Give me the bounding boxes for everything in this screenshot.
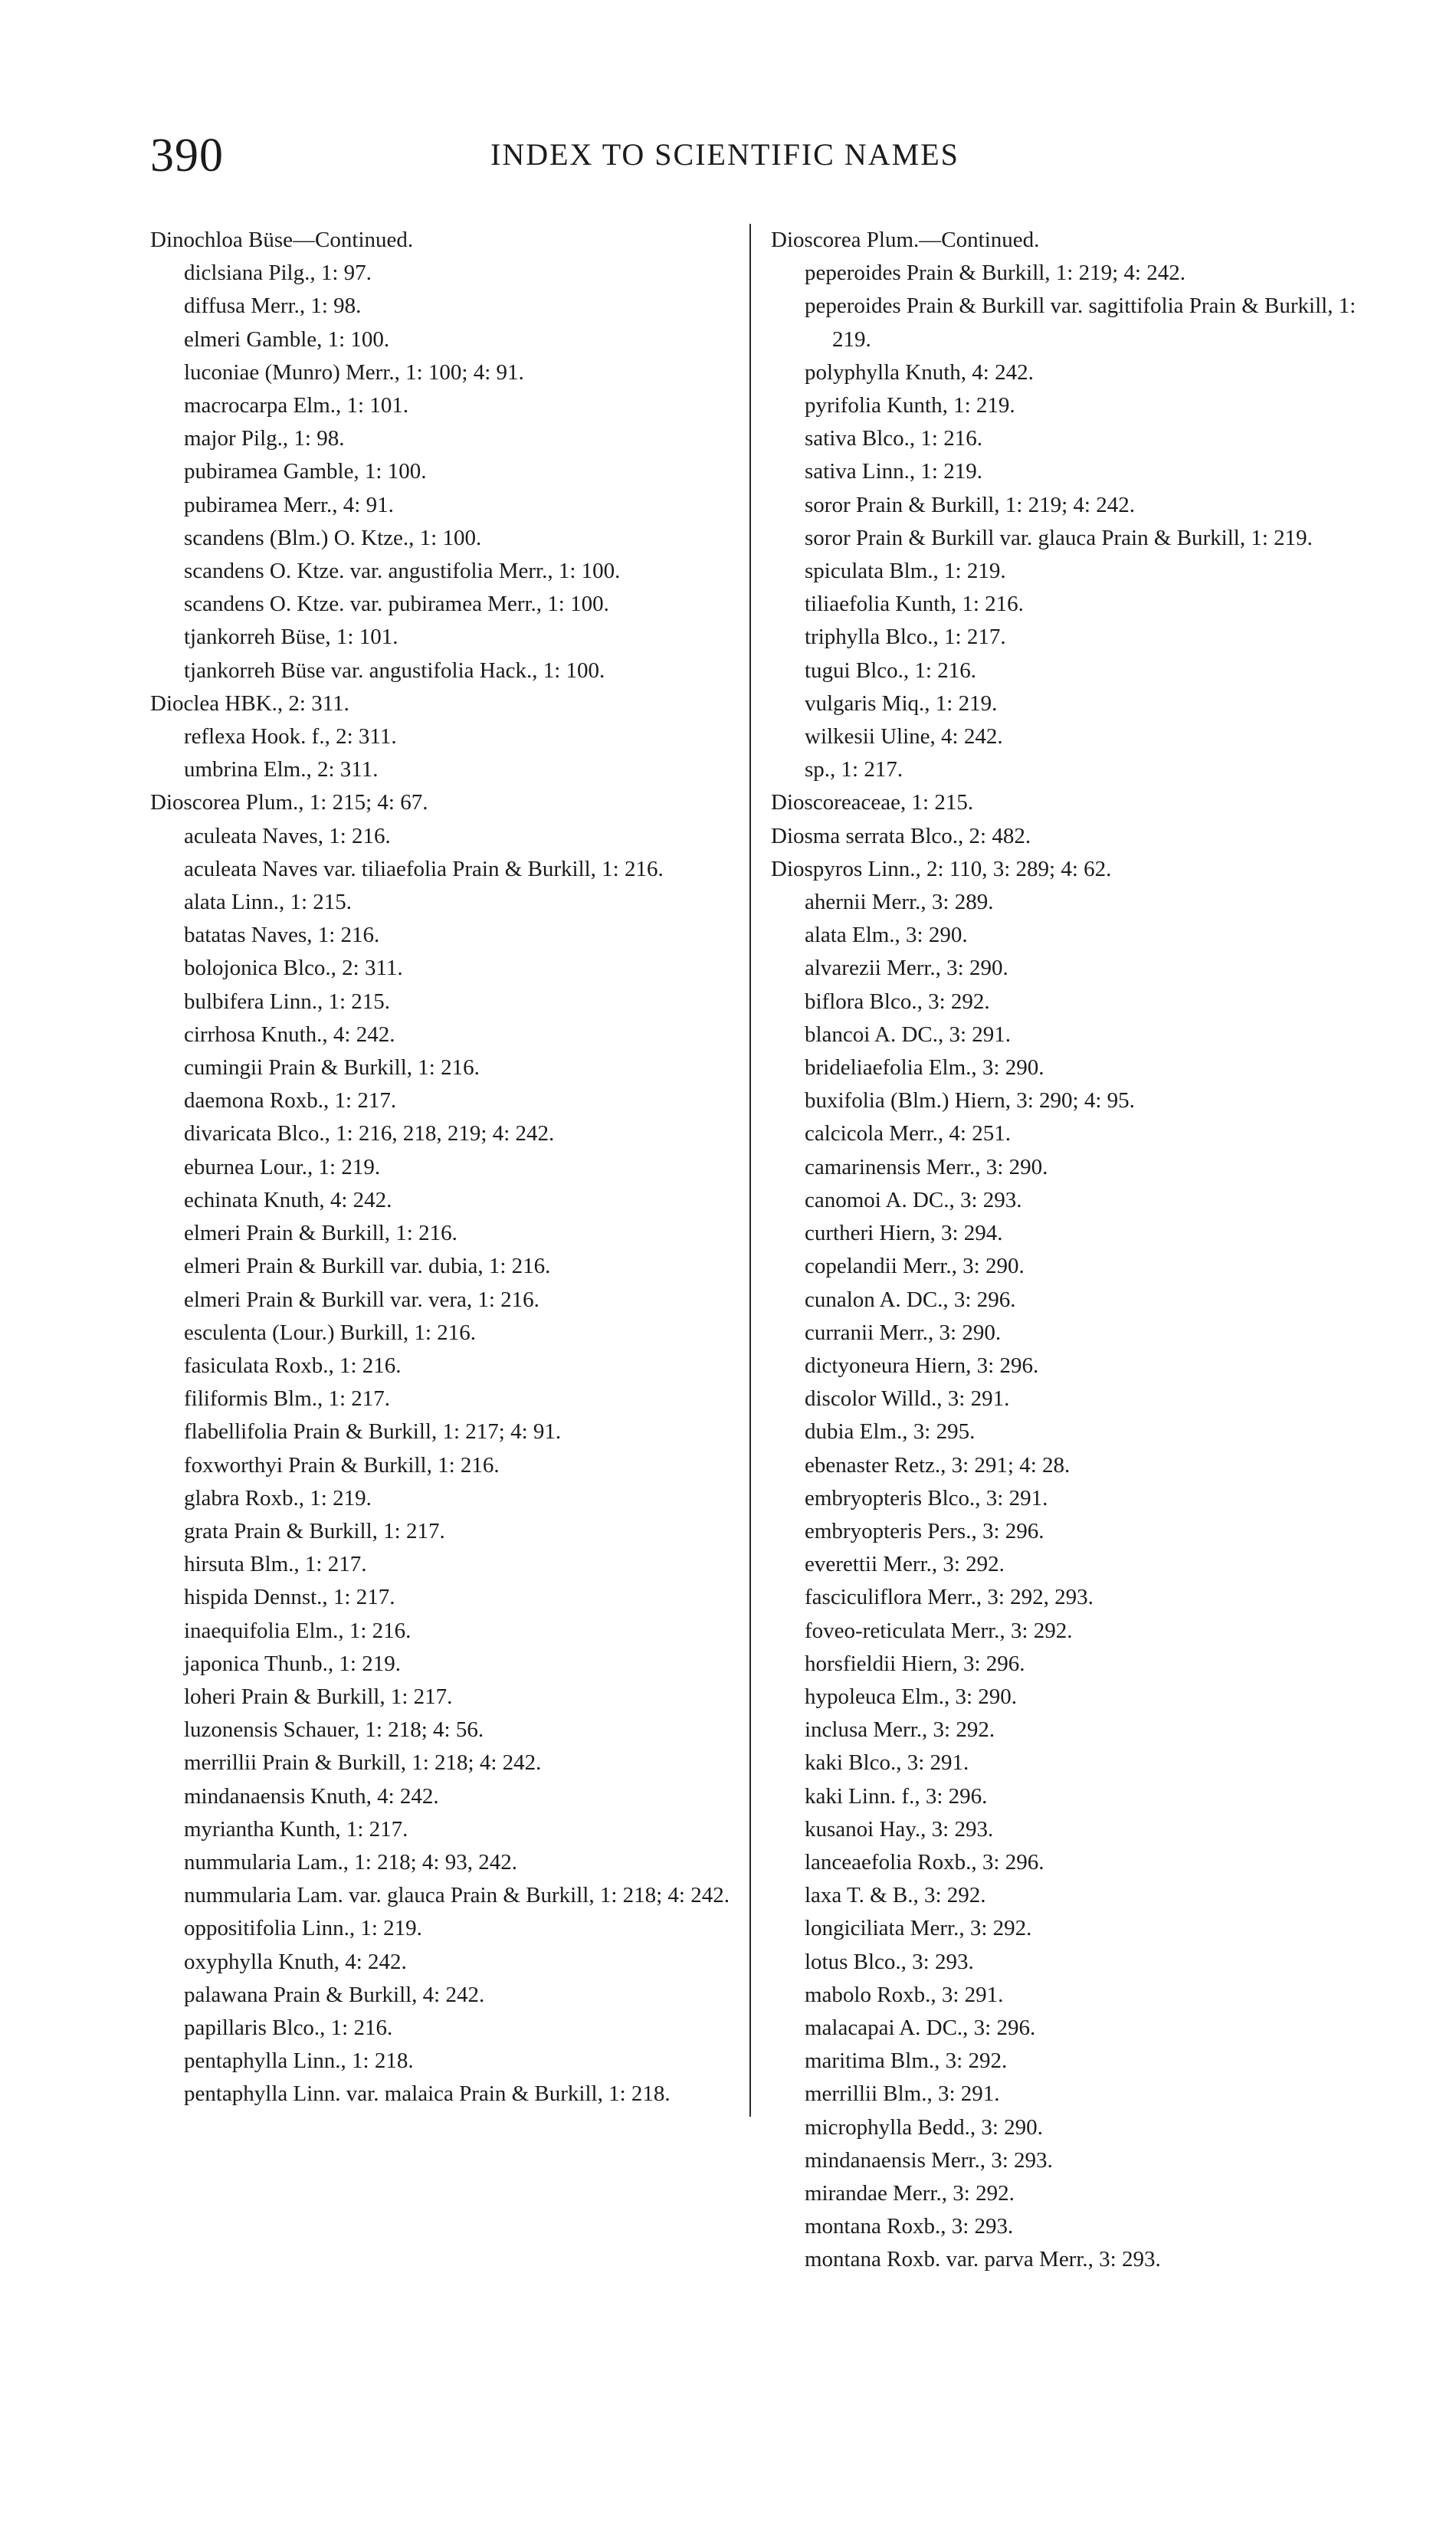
index-entry: alata Linn., 1: 215. bbox=[184, 890, 353, 915]
index-entry: cirrhosa Knuth., 4: 242. bbox=[184, 1022, 395, 1047]
index-entry: cumingii Prain & Burkill, 1: 216. bbox=[184, 1055, 480, 1081]
index-entry: diclsiana Pilg., 1: 97. bbox=[184, 261, 372, 286]
index-entry: copelandii Merr., 3: 290. bbox=[805, 1254, 1025, 1279]
index-entry: luzonensis Schauer, 1: 218; 4: 56. bbox=[184, 1717, 484, 1743]
index-entry: soror Prain & Burkill var. glauca Prain & Burkill, 1: 219. bbox=[805, 525, 1313, 550]
index-entry: spiculata Blm., 1: 219. bbox=[805, 559, 1006, 584]
index-entry: kusanoi Hay., 3: 293. bbox=[805, 1816, 994, 1842]
index-entry: ebenaster Retz., 3: 291; 4: 28. bbox=[805, 1452, 1071, 1478]
index-entry: oppositifolia Linn., 1: 219. bbox=[184, 1916, 422, 1941]
index-entry: camarinensis Merr., 3: 290. bbox=[805, 1154, 1048, 1179]
index-heading: Dioscorea Plum., 1: 215; 4: 67. bbox=[150, 790, 428, 815]
index-entry: filiformis Blm., 1: 217. bbox=[184, 1386, 391, 1412]
index-entry: myriantha Kunth, 1: 217. bbox=[184, 1816, 408, 1842]
index-entry: mabolo Roxb., 3: 291. bbox=[805, 1982, 1004, 2007]
index-entry: bolojonica Blco., 2: 311. bbox=[184, 956, 403, 981]
index-entry: nummularia Lam., 1: 218; 4: 93, 242. bbox=[184, 1849, 517, 1875]
index-entry: merrillii Blm., 3: 291. bbox=[805, 2081, 1000, 2107]
index-entry: tjankorreh Büse var. angustifolia Hack., 1: 100. bbox=[184, 658, 605, 683]
index-entry: flabellifolia Prain & Burkill, 1: 217; 4: 91. bbox=[184, 1419, 562, 1445]
index-entry: loheri Prain & Burkill, 1: 217. bbox=[184, 1684, 453, 1709]
index-entry: tugui Blco., 1: 216. bbox=[805, 658, 976, 683]
index-entry: biflora Blco., 3: 292. bbox=[805, 989, 990, 1014]
index-entry: scandens O. Ktze. var. angustifolia Merr., 1: 100. bbox=[184, 559, 621, 584]
index-entry: elmeri Prain & Burkill var. dubia, 1: 216. bbox=[184, 1254, 551, 1279]
index-entry: tjankorreh Büse, 1: 101. bbox=[184, 625, 398, 650]
index-entry: peperoides Prain & Burkill var. sagittifolia Prain & Burkill, 1: 219. bbox=[805, 294, 1356, 352]
index-entry: laxa T. & B., 3: 292. bbox=[805, 1883, 986, 1908]
index-entry: buxifolia (Blm.) Hiern, 3: 290; 4: 95. bbox=[805, 1088, 1135, 1114]
index-entry: embryopteris Pers., 3: 296. bbox=[805, 1518, 1044, 1543]
index-entry: sativa Linn., 1: 219. bbox=[805, 459, 982, 484]
running-head: INDEX TO SCIENTIFIC NAMES bbox=[490, 137, 959, 172]
index-entry: elmeri Prain & Burkill var. vera, 1: 216. bbox=[184, 1287, 539, 1312]
index-entry: foxworthyi Prain & Burkill, 1: 216. bbox=[184, 1452, 500, 1478]
index-entry: polyphylla Knuth, 4: 242. bbox=[805, 359, 1034, 385]
index-entry: palawana Prain & Burkill, 4: 242. bbox=[184, 1982, 485, 2007]
index-entry: pentaphylla Linn., 1: 218. bbox=[184, 2048, 414, 2074]
index-entry: inaequifolia Elm., 1: 216. bbox=[184, 1618, 412, 1643]
index-entry: montana Roxb. var. parva Merr., 3: 293. bbox=[805, 2247, 1161, 2272]
index-entry: bulbifera Linn., 1: 215. bbox=[184, 989, 391, 1014]
index-entry: lotus Blco., 3: 293. bbox=[805, 1949, 974, 1974]
index-entry: blancoi A. DC., 3: 291. bbox=[805, 1022, 1012, 1047]
index-entry: calcicola Merr., 4: 251. bbox=[805, 1121, 1011, 1146]
index-heading: Dioscoreaceae, 1: 215. bbox=[771, 790, 974, 815]
index-entry: elmeri Gamble, 1: 100. bbox=[184, 326, 390, 352]
index-entry: wilkesii Uline, 4: 242. bbox=[805, 724, 1003, 750]
index-entry: major Pilg., 1: 98. bbox=[184, 426, 345, 451]
index-entry: tiliaefolia Kunth, 1: 216. bbox=[805, 592, 1024, 617]
index-entry: alata Elm., 3: 290. bbox=[805, 923, 968, 948]
index-entry: daemona Roxb., 1: 217. bbox=[184, 1088, 397, 1114]
index-entry: ahernii Merr., 3: 289. bbox=[805, 890, 994, 915]
index-entry: aculeata Naves var. tiliaefolia Prain & Burkill, 1: 216. bbox=[184, 856, 664, 881]
index-entry: canomoi A. DC., 3: 293. bbox=[805, 1187, 1022, 1212]
index-entry: divaricata Blco., 1: 216, 218, 219; 4: 242. bbox=[184, 1121, 555, 1146]
index-entry: hypoleuca Elm., 3: 290. bbox=[805, 1684, 1018, 1709]
index-entry: aculeata Naves, 1: 216. bbox=[184, 823, 391, 848]
index-entry: esculenta (Lour.) Burkill, 1: 216. bbox=[184, 1320, 476, 1345]
index-entry: alvarezii Merr., 3: 290. bbox=[805, 956, 1008, 981]
index-entry: maritima Blm., 3: 292. bbox=[805, 2048, 1008, 2074]
index-entry: pentaphylla Linn. var. malaica Prain & Burkill, 1: 218. bbox=[184, 2081, 671, 2107]
page-number: 390 bbox=[150, 130, 224, 182]
index-entry: batatas Naves, 1: 216. bbox=[184, 923, 380, 948]
index-entry: malacapai A. DC., 3: 296. bbox=[805, 2015, 1036, 2040]
index-entry: lanceaefolia Roxb., 3: 296. bbox=[805, 1849, 1044, 1875]
index-entry: umbrina Elm., 2: 311. bbox=[184, 757, 379, 782]
index-entry: mindanaensis Knuth, 4: 242. bbox=[184, 1783, 439, 1809]
column-divider bbox=[749, 224, 751, 2117]
index-entry: curtheri Hiern, 3: 294. bbox=[805, 1221, 1003, 1246]
index-heading: Diosma serrata Blco., 2: 482. bbox=[771, 823, 1031, 848]
index-entry: scandens (Blm.) O. Ktze., 1: 100. bbox=[184, 525, 482, 550]
index-entry: triphylla Blco., 1: 217. bbox=[805, 625, 1006, 650]
index-column-left bbox=[150, 224, 748, 2111]
index-entry: scandens O. Ktze. var. pubiramea Merr., 1: 100. bbox=[184, 592, 609, 617]
index-entry: embryopteris Blco., 3: 291. bbox=[805, 1485, 1048, 1511]
index-entry: kaki Linn. f., 3: 296. bbox=[805, 1783, 988, 1809]
index-entry: echinata Knuth, 4: 242. bbox=[184, 1187, 392, 1212]
index-entry: oxyphylla Knuth, 4: 242. bbox=[184, 1949, 407, 1974]
index-entry: soror Prain & Burkill, 1: 219; 4: 242. bbox=[805, 492, 1135, 517]
index-entry: nummularia Lam. var. glauca Prain & Burkill, 1: 218; 4: 242. bbox=[184, 1883, 730, 1908]
index-entry: sativa Blco., 1: 216. bbox=[805, 426, 982, 451]
index-entry: eburnea Lour., 1: 219. bbox=[184, 1154, 381, 1179]
index-entry: longiciliata Merr., 3: 292. bbox=[805, 1916, 1032, 1941]
index-entry: foveo-reticulata Merr., 3: 292. bbox=[805, 1618, 1073, 1643]
index-heading: Dioclea HBK., 2: 311. bbox=[150, 690, 349, 716]
index-entry: glabra Roxb., 1: 219. bbox=[184, 1485, 372, 1511]
index-entry: cunalon A. DC., 3: 296. bbox=[805, 1287, 1016, 1312]
index-entry: mindanaensis Merr., 3: 293. bbox=[805, 2147, 1053, 2173]
index-entry: horsfieldii Hiern, 3: 296. bbox=[805, 1651, 1025, 1676]
index-entry: discolor Willd., 3: 291. bbox=[805, 1386, 1010, 1412]
index-entry: hirsuta Blm., 1: 217. bbox=[184, 1552, 367, 1577]
index-entry: dictyoneura Hiern, 3: 296. bbox=[805, 1353, 1039, 1378]
index-entry: diffusa Merr., 1: 98. bbox=[184, 294, 362, 319]
index-entry: pubiramea Merr., 4: 91. bbox=[184, 492, 394, 517]
index-entry: grata Prain & Burkill, 1: 217. bbox=[184, 1518, 445, 1543]
index-heading: Dioscorea Plum.—Continued. bbox=[771, 228, 1040, 252]
index-entry: reflexa Hook. f., 2: 311. bbox=[184, 724, 397, 750]
index-entry: kaki Blco., 3: 291. bbox=[805, 1750, 969, 1776]
index-heading: Diospyros Linn., 2: 110, 3: 289; 4: 62. bbox=[771, 856, 1112, 881]
index-entry: mirandae Merr., 3: 292. bbox=[805, 2180, 1015, 2206]
index-entry: pubiramea Gamble, 1: 100. bbox=[184, 459, 427, 484]
index-entry: sp., 1: 217. bbox=[805, 757, 903, 782]
index-entry: peperoides Prain & Burkill, 1: 219; 4: 242. bbox=[805, 261, 1185, 286]
index-entry: japonica Thunb., 1: 219. bbox=[184, 1651, 401, 1676]
index-entry: merrillii Prain & Burkill, 1: 218; 4: 242. bbox=[184, 1750, 542, 1776]
index-entry: brideliaefolia Elm., 3: 290. bbox=[805, 1055, 1044, 1081]
index-entry: vulgaris Miq., 1: 219. bbox=[805, 690, 998, 716]
index-entry: macrocarpa Elm., 1: 101. bbox=[184, 393, 409, 418]
index-entry: montana Roxb., 3: 293. bbox=[805, 2214, 1014, 2239]
index-entry: papillaris Blco., 1: 216. bbox=[184, 2015, 393, 2040]
index-heading: Dinochloa Büse—Continued. bbox=[150, 228, 414, 252]
index-column-right bbox=[771, 224, 1369, 2277]
index-entry: curranii Merr., 3: 290. bbox=[805, 1320, 1002, 1345]
index-entry: fasciculiflora Merr., 3: 292, 293. bbox=[805, 1585, 1094, 1610]
index-entry: luconiae (Munro) Merr., 1: 100; 4: 91. bbox=[184, 359, 524, 385]
index-entry: elmeri Prain & Burkill, 1: 216. bbox=[184, 1221, 457, 1246]
index-entry: inclusa Merr., 3: 292. bbox=[805, 1717, 995, 1743]
index-entry: everettii Merr., 3: 292. bbox=[805, 1552, 1005, 1577]
index-entry: microphylla Bedd., 3: 290. bbox=[805, 2114, 1043, 2140]
index-entry: hispida Dennst., 1: 217. bbox=[184, 1585, 395, 1610]
index-entry: pyrifolia Kunth, 1: 219. bbox=[805, 393, 1015, 418]
index-entry: fasiculata Roxb., 1: 216. bbox=[184, 1353, 402, 1378]
index-entry: dubia Elm., 3: 295. bbox=[805, 1419, 976, 1445]
